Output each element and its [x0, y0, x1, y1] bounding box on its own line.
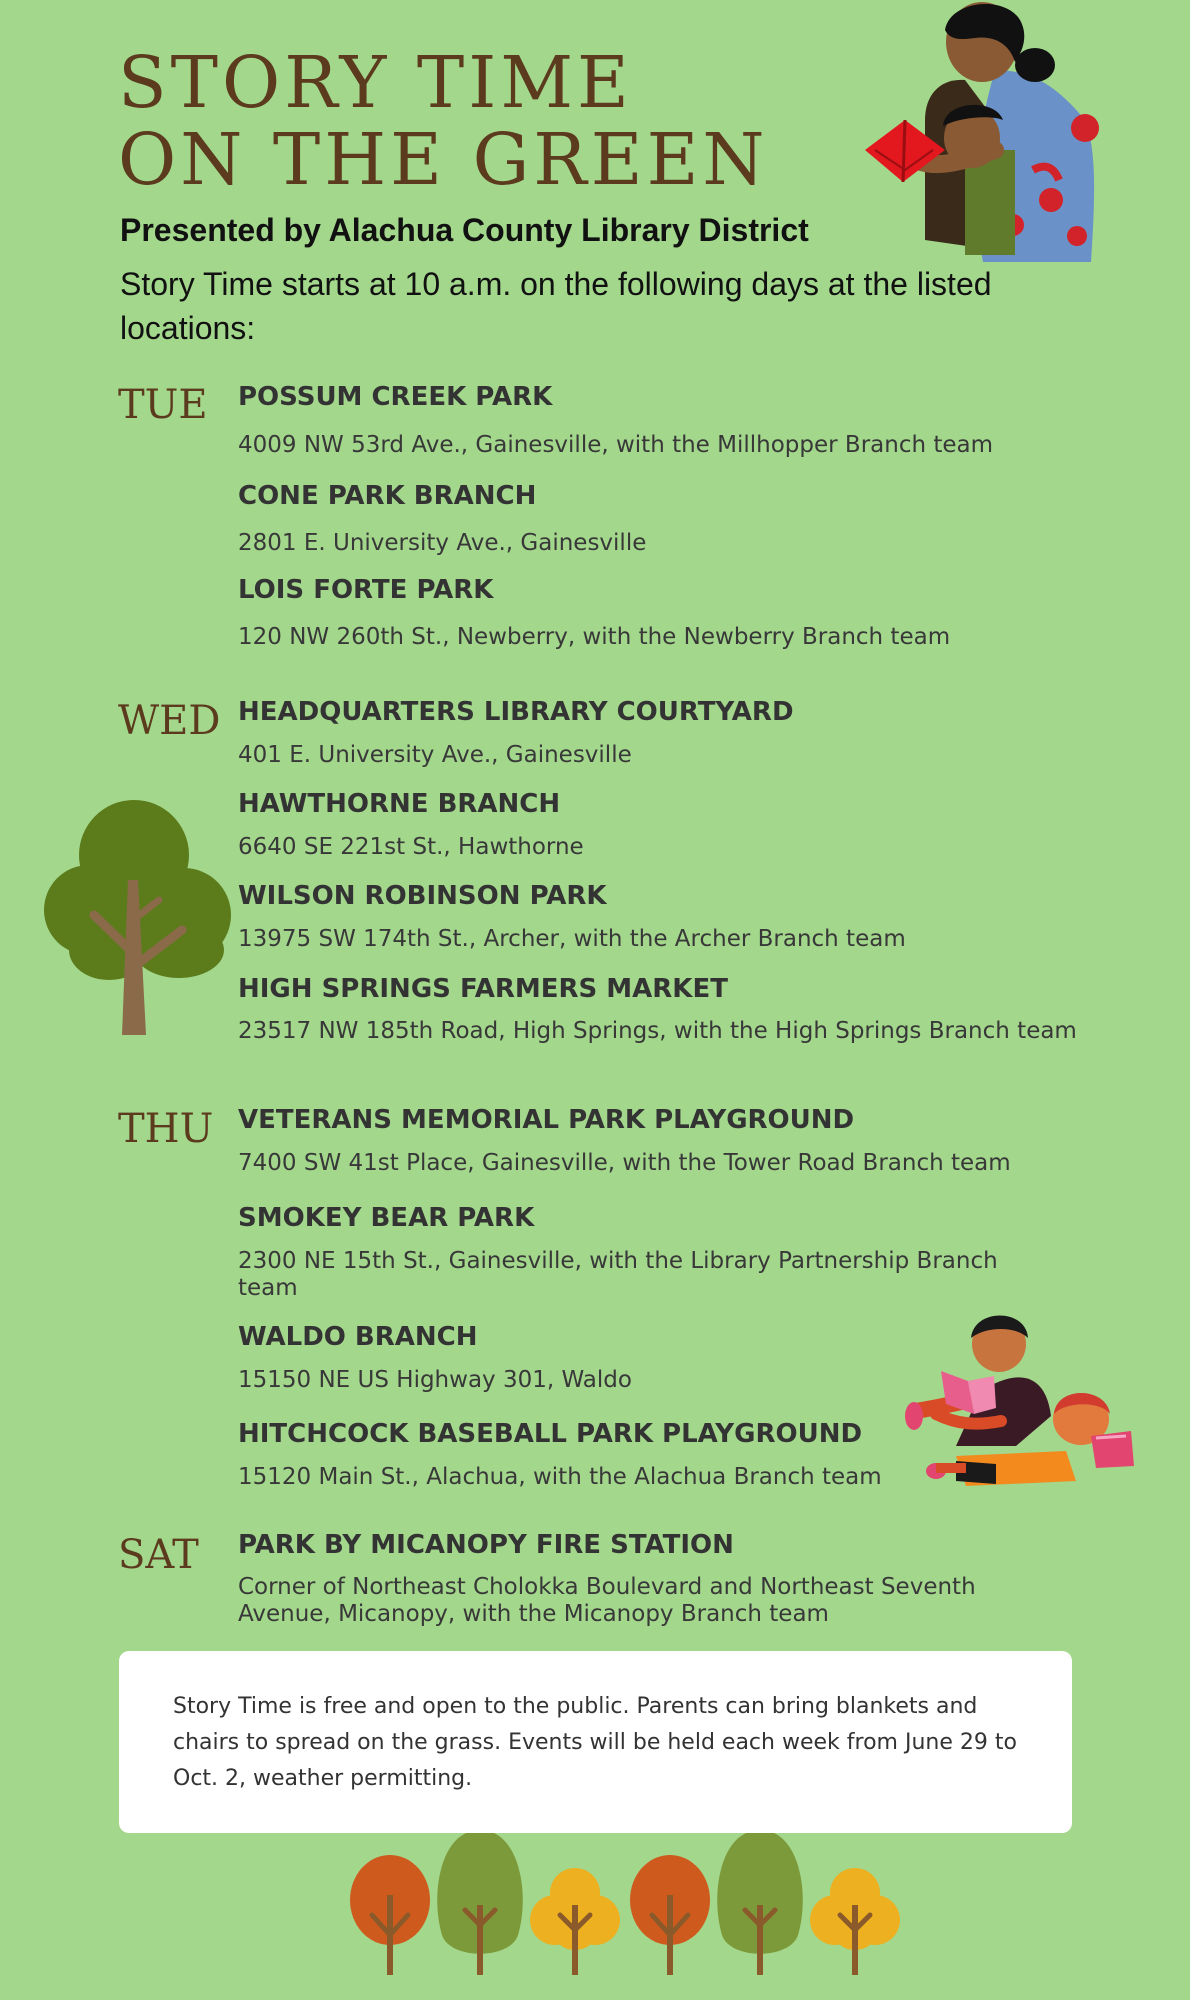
- presenter-subtitle: Presented by Alachua County Library District: [120, 212, 809, 248]
- orange-tree-2-icon: [630, 1855, 710, 1975]
- tree-row-illustration: [350, 1825, 905, 1975]
- location-address: 13975 SW 174th St., Archer, with the Archer Branch team: [238, 926, 906, 952]
- green-tree-2-icon: [717, 1830, 803, 1975]
- location-name: HITCHCOCK BASEBALL PARK PLAYGROUND: [238, 1419, 863, 1449]
- location-name: PARK BY MICANOPY FIRE STATION: [238, 1530, 734, 1560]
- day-label-wed: WED: [118, 698, 221, 744]
- location-name: POSSUM CREEK PARK: [238, 382, 553, 412]
- location-address: 120 NW 260th St., Newberry, with the Newberry Branch team: [238, 624, 951, 650]
- location-address: 2801 E. University Ave., Gainesville: [238, 530, 647, 556]
- location-name: WALDO BRANCH: [238, 1322, 478, 1352]
- location-address: 23517 NW 185th Road, High Springs, with the High Springs Branch team: [238, 1018, 1077, 1044]
- intro-text: Story Time starts at 10 a.m. on the following days at the listed locations:: [120, 266, 992, 346]
- mother-reading-illustration: [845, 0, 1105, 268]
- location-name: LOIS FORTE PARK: [238, 575, 494, 605]
- title-line-2: ON THE GREEN: [118, 118, 769, 201]
- location-address: 401 E. University Ave., Gainesville: [238, 742, 632, 768]
- yellow-tree-2-icon: [810, 1868, 900, 1975]
- location-name: HEADQUARTERS LIBRARY COURTYARD: [238, 697, 794, 727]
- location-name: HAWTHORNE BRANCH: [238, 789, 561, 819]
- title-line-1: STORY TIME: [118, 41, 633, 124]
- location-address: 15120 Main St., Alachua, with the Alachua Branch team: [238, 1464, 882, 1490]
- day-label-thu: THU: [118, 1106, 214, 1152]
- tree-illustration: [34, 800, 232, 1040]
- orange-tree-1-icon: [350, 1855, 430, 1975]
- location-name: HIGH SPRINGS FARMERS MARKET: [238, 974, 728, 1004]
- location-address: 6640 SE 221st St., Hawthorne: [238, 834, 584, 860]
- day-label-sat: SAT: [118, 1532, 199, 1578]
- location-name: CONE PARK BRANCH: [238, 481, 537, 511]
- info-card-text: Story Time is free and open to the public. Parents can bring blankets and chairs to spread on the grass. Events will be held each week from June 29 to Oct. 2, weather permitting.: [173, 1694, 1017, 1791]
- location-address: Corner of Northeast Cholokka Boulevard and Northeast Seventh Avenue, Micanopy, with the Micanopy Branch team: [238, 1574, 976, 1627]
- day-label-tue: TUE: [118, 382, 208, 428]
- location-name: WILSON ROBINSON PARK: [238, 881, 607, 911]
- yellow-tree-1-icon: [530, 1868, 620, 1975]
- location-name: SMOKEY BEAR PARK: [238, 1203, 535, 1233]
- page-title: [118, 41, 769, 201]
- location-address: 2300 NE 15th St., Gainesville, with the Library Partnership Branch team: [238, 1248, 998, 1301]
- location-address: 7400 SW 41st Place, Gainesville, with the Tower Road Branch team: [238, 1150, 1011, 1176]
- green-tree-1-icon: [437, 1830, 523, 1975]
- location-name: VETERANS MEMORIAL PARK PLAYGROUND: [238, 1105, 855, 1135]
- location-address: 4009 NW 53rd Ave., Gainesville, with the Millhopper Branch team: [238, 432, 994, 458]
- location-address: 15150 NE US Highway 301, Waldo: [238, 1367, 632, 1393]
- info-card: [119, 1651, 1072, 1833]
